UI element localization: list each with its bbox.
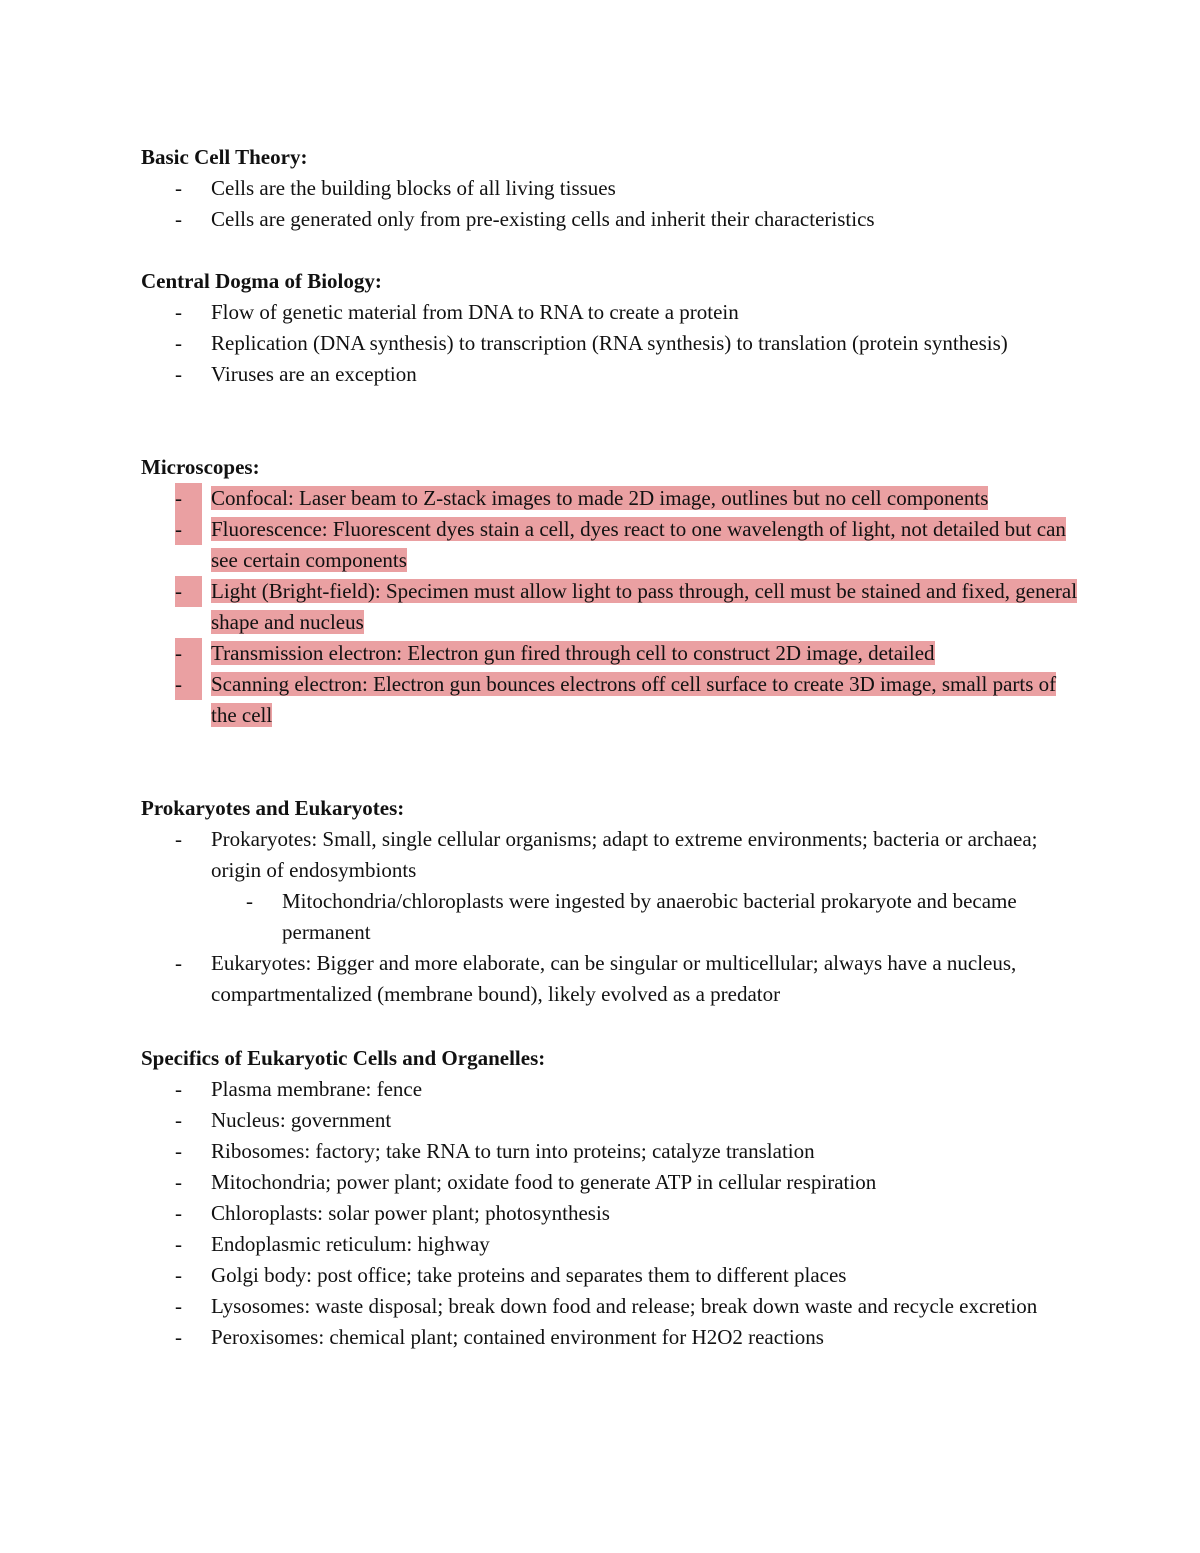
bullet-list — [141, 173, 1081, 235]
list-item — [141, 1167, 1081, 1198]
section-microscopes — [141, 452, 1081, 731]
list-item-text: Peroxisomes: chemical plant; contained environment for H2O2 reactions — [211, 1325, 824, 1349]
list-item-text: Viruses are an exception — [211, 362, 417, 386]
bullet-dash: - — [175, 1108, 182, 1132]
list-item-highlighted — [141, 483, 1081, 514]
bullet-list — [141, 297, 1081, 390]
bullet-dash: - — [175, 362, 182, 386]
list-item — [141, 204, 1081, 235]
list-item — [141, 1229, 1081, 1260]
list-item — [141, 1105, 1081, 1136]
list-item-text: Replication (DNA synthesis) to transcription (RNA synthesis) to translation (protein synthesis) — [211, 331, 1008, 355]
bullet-list — [141, 1074, 1081, 1353]
sub-bullet-list — [141, 886, 1081, 948]
bullet-dash: - — [175, 1139, 182, 1163]
section-central-dogma — [141, 266, 1081, 390]
section-heading: Basic Cell Theory: — [141, 145, 308, 169]
list-item — [141, 297, 1081, 328]
list-item — [141, 328, 1081, 359]
list-item — [141, 1260, 1081, 1291]
bullet-dash: - — [175, 207, 182, 231]
bullet-dash: - — [175, 331, 182, 355]
list-item-text: Cells are the building blocks of all living tissues — [211, 176, 616, 200]
list-item — [141, 173, 1081, 204]
section-heading: Central Dogma of Biology: — [141, 269, 382, 293]
bullet-dash: - — [175, 1170, 182, 1194]
section-heading: Prokaryotes and Eukaryotes: — [141, 796, 405, 820]
section-prokaryotes-eukaryotes — [141, 793, 1081, 1010]
list-item-text: Ribosomes: factory; take RNA to turn into proteins; catalyze translation — [211, 1139, 815, 1163]
list-item-text: Flow of genetic material from DNA to RNA to create a protein — [211, 300, 739, 324]
list-item-highlighted — [141, 638, 1081, 669]
list-item — [141, 1198, 1081, 1229]
bullet-dash: - — [175, 951, 182, 975]
bullet-dash: - — [175, 669, 202, 700]
list-item — [141, 1074, 1081, 1105]
list-item — [141, 948, 1081, 1010]
section-basic-cell-theory — [141, 142, 1081, 235]
list-item-text: Scanning electron: Electron gun bounces electrons off cell surface to create 3D image, small parts of the cell — [211, 672, 1057, 727]
list-item-text: Confocal: Laser beam to Z-stack images to made 2D image, outlines but no cell components — [211, 486, 989, 510]
section-heading: Specifics of Eukaryotic Cells and Organelles: — [141, 1046, 546, 1070]
list-item-text: Endoplasmic reticulum: highway — [211, 1232, 490, 1256]
list-item-highlighted — [141, 576, 1081, 638]
list-item-highlighted — [141, 514, 1081, 576]
list-item — [141, 824, 1081, 886]
list-item — [141, 1136, 1081, 1167]
bullet-dash: - — [175, 827, 182, 851]
bullet-dash: - — [175, 1294, 182, 1318]
bullet-list — [141, 824, 1081, 886]
list-item-text: Mitochondria; power plant; oxidate food to generate ATP in cellular respiration — [211, 1170, 877, 1194]
bullet-dash: - — [175, 1325, 182, 1349]
list-item-text: Prokaryotes: Small, single cellular organisms; adapt to extreme environments; bacteria or archaea; origin of endosymbionts — [211, 827, 1038, 882]
list-item — [141, 1322, 1081, 1353]
bullet-dash: - — [175, 1077, 182, 1101]
bullet-dash: - — [175, 576, 202, 607]
list-item-text: Fluorescence: Fluorescent dyes stain a cell, dyes react to one wavelength of light, not detailed but can see certain components — [211, 517, 1066, 572]
list-item-text: Mitochondria/chloroplasts were ingested by anaerobic bacterial prokaryote and became permanent — [282, 889, 1017, 944]
bullet-dash: - — [175, 300, 182, 324]
list-item-text: Chloroplasts: solar power plant; photosynthesis — [211, 1201, 610, 1225]
bullet-dash: - — [175, 514, 202, 545]
bullet-dash: - — [175, 1201, 182, 1225]
list-item-text: Eukaryotes: Bigger and more elaborate, can be singular or multicellular; always have a nucleus, compartmentalized (membrane bound), likely evolved as a predator — [211, 951, 1017, 1006]
sub-list-item — [141, 886, 1081, 948]
bullet-list — [141, 948, 1081, 1010]
bullet-list — [141, 483, 1081, 731]
bullet-dash: - — [246, 889, 253, 913]
bullet-dash: - — [175, 1263, 182, 1287]
list-item-highlighted — [141, 669, 1081, 731]
bullet-dash: - — [175, 483, 202, 514]
list-item-text: Lysosomes: waste disposal; break down food and release; break down waste and recycle excretion — [211, 1294, 1038, 1318]
list-item — [141, 359, 1081, 390]
bullet-dash: - — [175, 638, 202, 669]
bullet-dash: - — [175, 1232, 182, 1256]
list-item-text: Cells are generated only from pre-existing cells and inherit their characteristics — [211, 207, 875, 231]
list-item — [141, 1291, 1081, 1322]
list-item-text: Golgi body: post office; take proteins and separates them to different places — [211, 1263, 847, 1287]
list-item-text: Light (Bright-field): Specimen must allow light to pass through, cell must be stained and fixed, general shape and nucleus — [211, 579, 1078, 634]
bullet-dash: - — [175, 176, 182, 200]
list-item-text: Nucleus: government — [211, 1108, 392, 1132]
list-item-text: Plasma membrane: fence — [211, 1077, 423, 1101]
section-eukaryotic-organelles — [141, 1043, 1081, 1353]
list-item-text: Transmission electron: Electron gun fired through cell to construct 2D image, detailed — [211, 641, 935, 665]
section-heading: Microscopes: — [141, 455, 260, 479]
